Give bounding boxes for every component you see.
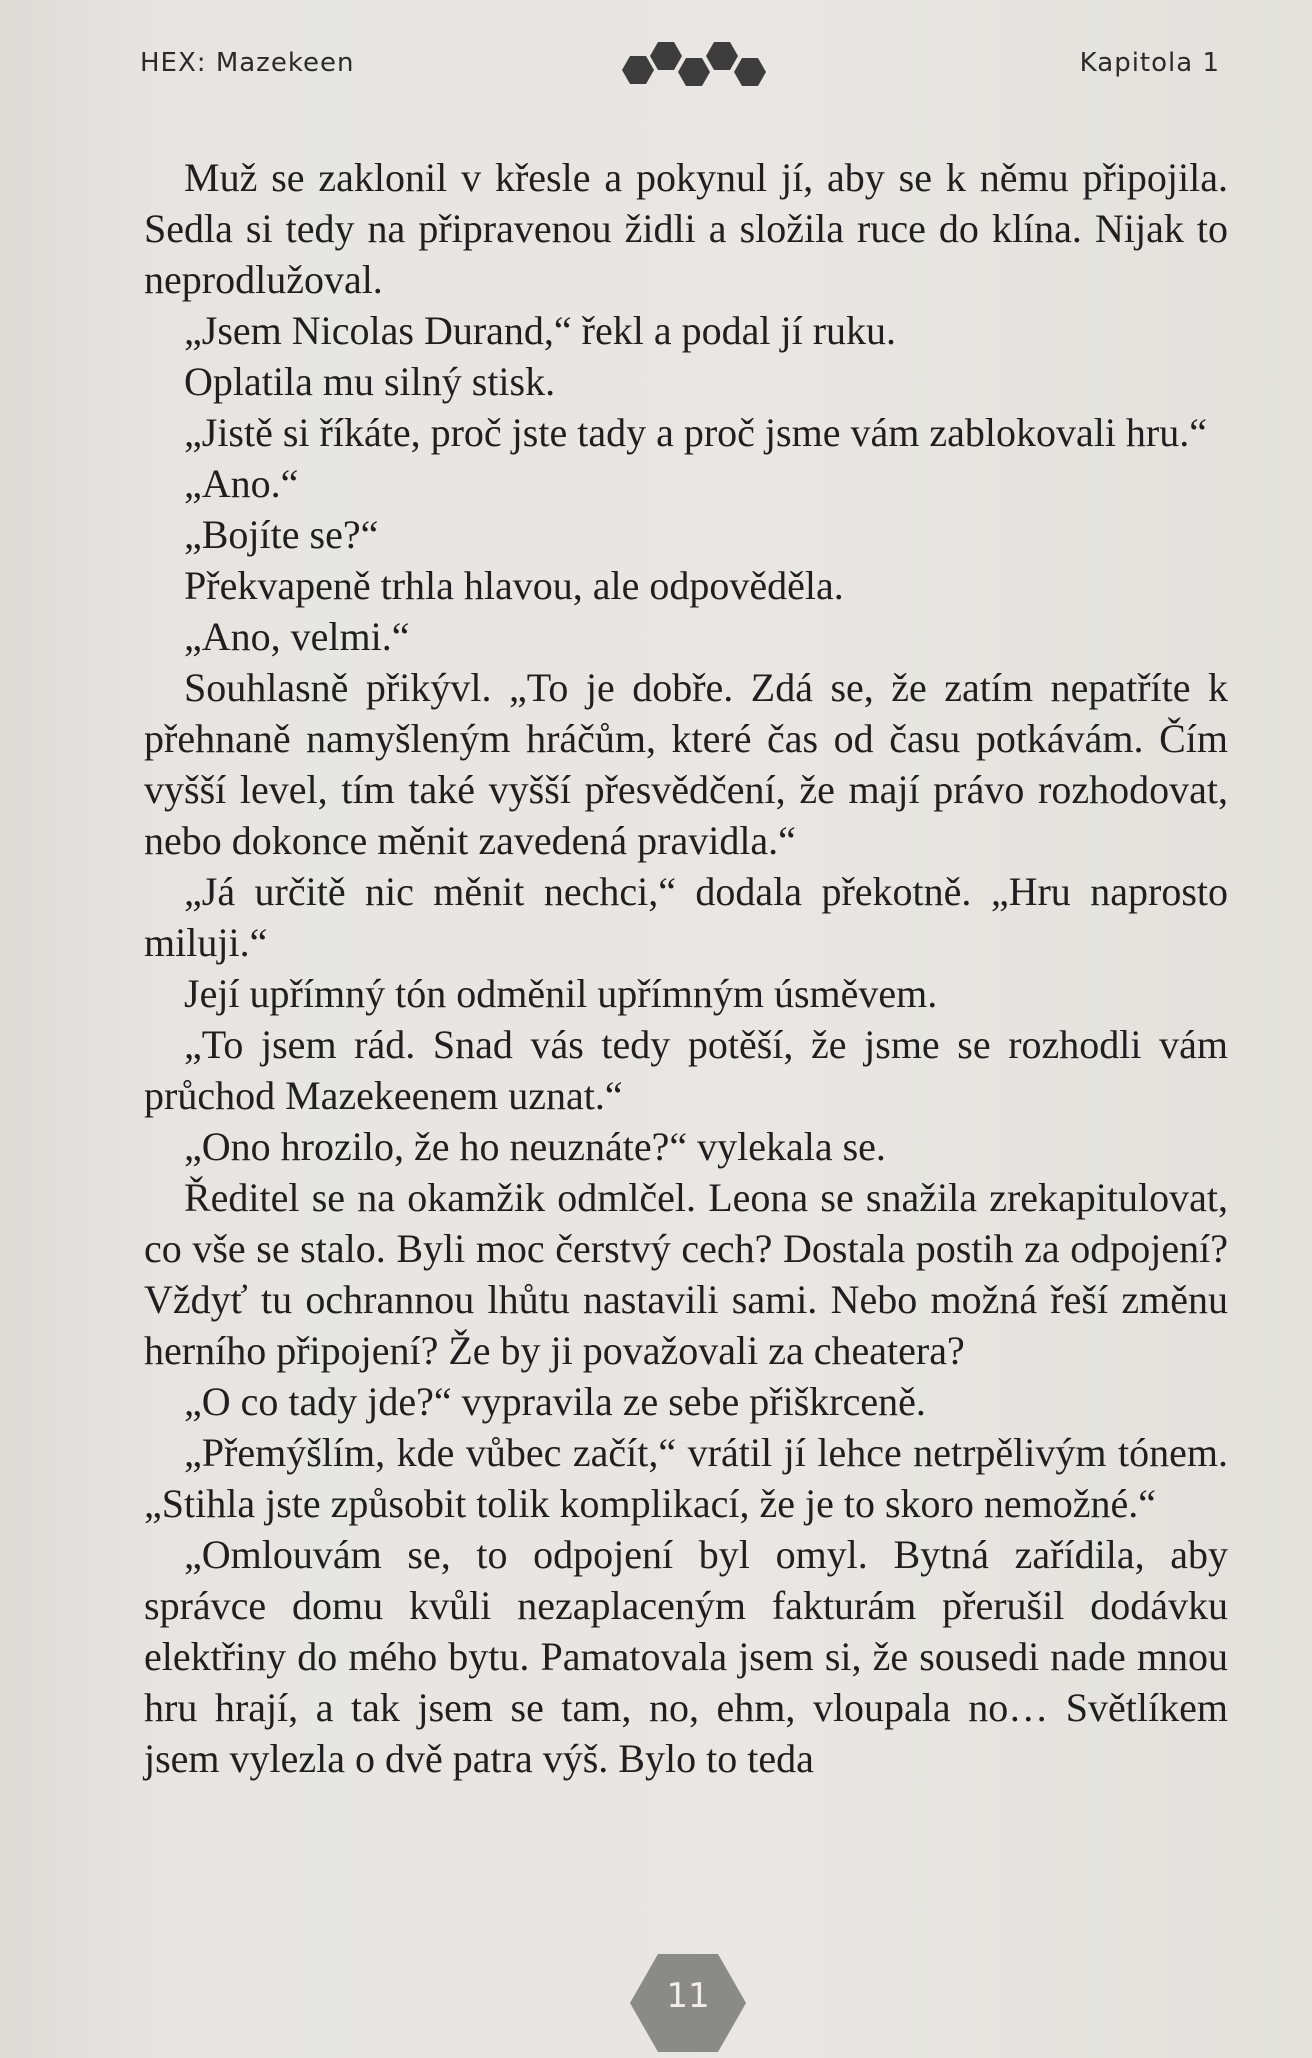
book-title: HEX: Mazekeen: [140, 48, 355, 78]
paragraph: „Omlouvám se, to odpojení byl omyl. Bytná zařídila, aby správce domu kvůli nezaplaceným fakturám přerušil dodávku elektřiny do mého bytu. Pamatovala jsem si, že sousedi nade mnou hru hrají, a tak jsem se tam, no, ehm, vloupala no… Světlíkem jsem vylezla o dvě patra výš. Bylo to teda: [144, 1532, 1228, 1781]
paragraph: „Bojíte se?“: [184, 512, 379, 557]
paragraph: Překvapeně trhla hlavou, ale odpověděla.: [184, 563, 844, 608]
hexagon-icon: [706, 42, 738, 70]
hexagon-icon: [678, 58, 710, 86]
paragraph: „To jsem rád. Snad vás tedy potěší, že jsme se rozhodli vám průchod Mazekeenem uznat.“: [144, 1022, 1228, 1118]
running-header: [140, 42, 1220, 102]
paragraph: „Ono hrozilo, že ho neuznáte?“ vylekala se.: [184, 1124, 886, 1169]
hexagon-icon: [650, 42, 682, 70]
paragraph: Oplatila mu silný stisk.: [184, 359, 556, 404]
hexagon-icon: [622, 56, 654, 84]
paragraph: „O co tady jde?“ vypravila ze sebe přiškrceně.: [184, 1379, 926, 1424]
chapter-label: Kapitola 1: [1079, 48, 1220, 78]
hexagon-icon: [734, 58, 766, 86]
body-text: [144, 152, 1228, 1784]
hexagon-cluster-icon: [608, 34, 788, 104]
paragraph: „Ano, velmi.“: [184, 614, 410, 659]
paragraph: Ředitel se na okamžik odmlčel. Leona se snažila zrekapitulovat, co vše se stalo. Byli moc čerstvý cech? Dostala postih za odpojení? Vždyť tu ochrannou lhůtu nastavili sami. Nebo možná řeší změnu herního připojení? Že by ji považovali za cheatera?: [144, 1175, 1228, 1373]
paragraph: „Jsem Nicolas Durand,“ řekl a podal jí ruku.: [184, 308, 897, 353]
paragraph: „Přemýšlím, kde vůbec začít,“ vrátil jí lehce netrpělivým tónem. „Stihla jste způsobit tolik komplikací, že je to skoro nemožné.“: [144, 1430, 1228, 1526]
paragraph: „Jistě si říkáte, proč jste tady a proč jsme vám zablokovali hru.“: [184, 410, 1208, 455]
paragraph: Souhlasně přikývl. „To je dobře. Zdá se, že zatím nepatříte k přehnaně namyšleným hráčům, které čas od času potkávám. Čím vyšší level, tím také vyšší přesvědčení, že mají právo rozhodovat, nebo dokonce měnit zavedená pravidla.“: [144, 665, 1228, 863]
page-number-badge: [626, 1950, 750, 2056]
page-number: 11: [666, 1976, 710, 2016]
paragraph: „Ano.“: [184, 461, 299, 506]
paragraph: Její upřímný tón odměnil upřímným úsměvem.: [184, 971, 938, 1016]
paragraph: Muž se zaklonil v křesle a pokynul jí, aby se k němu připojila. Sedla si tedy na připravenou židli a složila ruce do klína. Nijak to neprodlužoval.: [144, 155, 1228, 302]
paragraph: „Já určitě nic měnit nechci,“ dodala překotně. „Hru naprosto miluji.“: [144, 869, 1228, 965]
